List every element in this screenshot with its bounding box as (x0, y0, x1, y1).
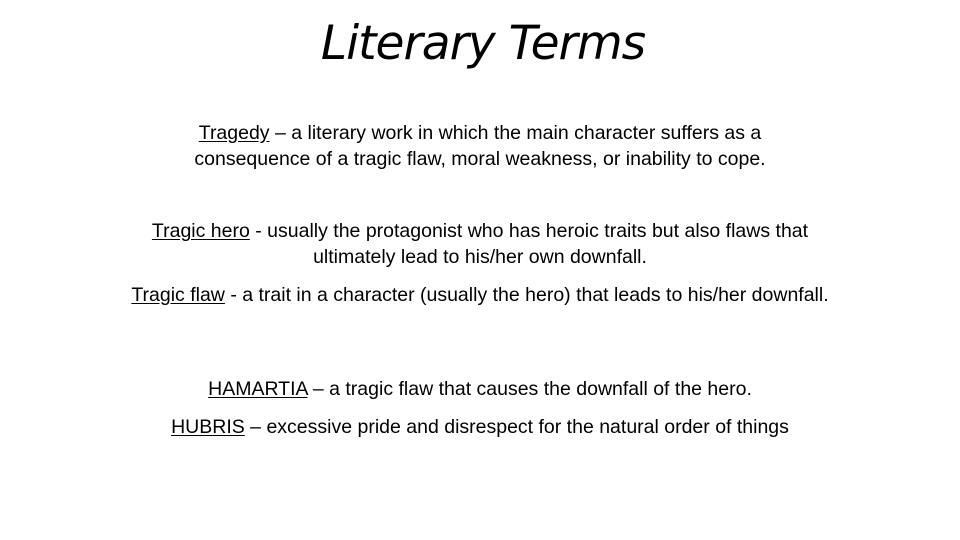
definition-text: usually the protagonist who has heroic traits but also flaws that ultimately lead to his/her own downfall. (267, 220, 809, 268)
term-separator: - (249, 220, 268, 242)
definition-tragic-hero (110, 218, 850, 270)
definition-text: a literary work in which the main character suffers as a consequence of a tragic flaw, moral weakness, or inability to cope. (194, 122, 766, 170)
term-label: HUBRIS (171, 416, 245, 438)
term-separator: – (244, 416, 267, 438)
term-separator: – (307, 378, 330, 400)
definition-text: a tragic flaw that causes the downfall of the hero. (329, 378, 752, 400)
definition-hamartia (110, 376, 850, 402)
term-label: Tragic flaw (131, 284, 225, 306)
term-label: HAMARTIA (208, 378, 308, 400)
term-separator: - (224, 284, 243, 306)
slide-title: Literary Terms (320, 16, 646, 71)
definition-tragedy (140, 120, 820, 172)
definition-tragic-flaw (110, 282, 850, 308)
term-separator: – (269, 122, 292, 144)
definition-text: a trait in a character (usually the hero) that leads to his/her downfall. (242, 284, 829, 306)
term-label: Tragic hero (151, 220, 250, 242)
term-label: Tragedy (198, 122, 270, 144)
definition-text: excessive pride and disrespect for the natural order of things (266, 416, 789, 438)
definition-hubris (100, 414, 860, 440)
